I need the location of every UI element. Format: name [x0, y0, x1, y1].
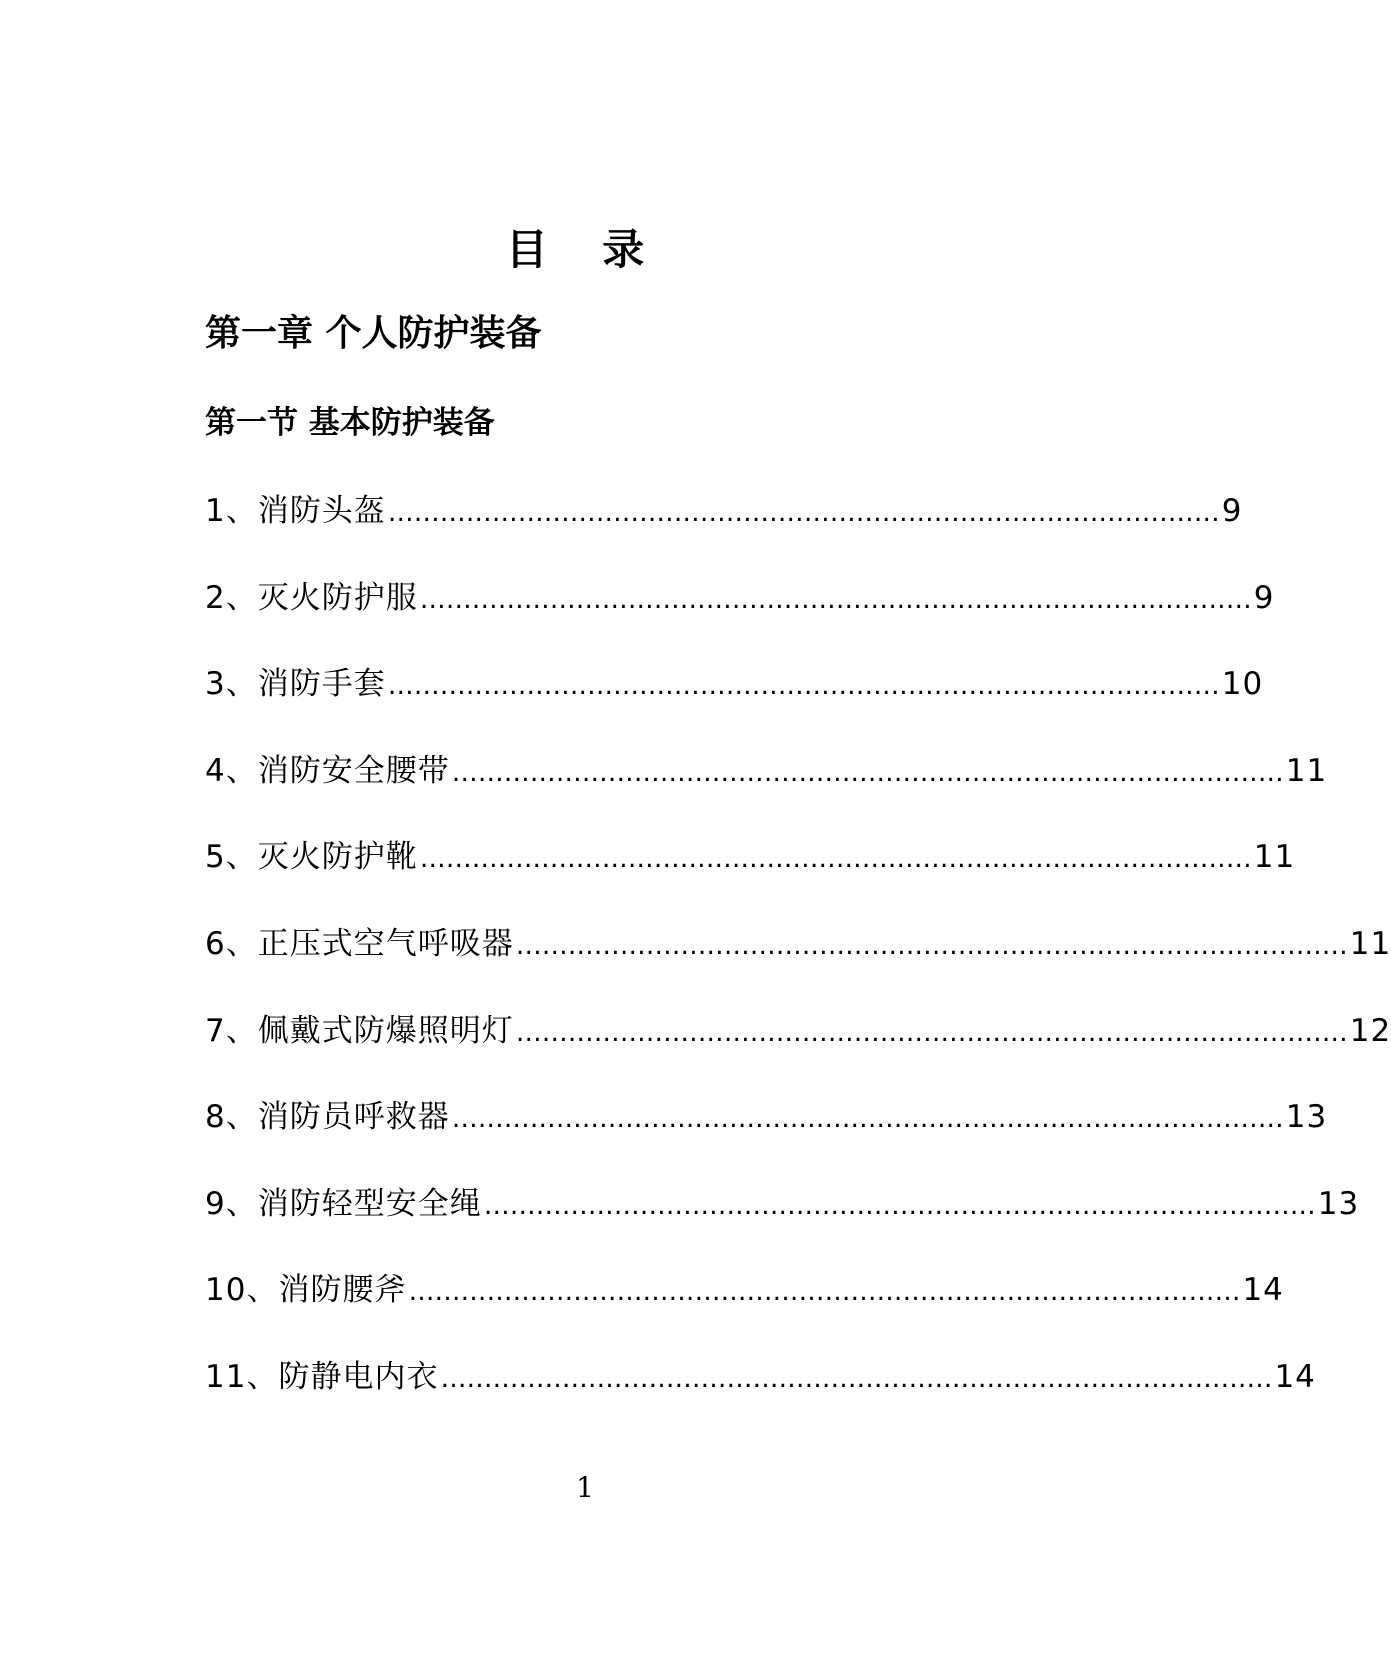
toc-entry-label: 11、防静电内衣: [205, 1358, 439, 1395]
toc-entry-page: 9: [1253, 579, 1275, 616]
toc-entry[interactable]: [205, 488, 1243, 575]
toc-list: [205, 488, 1391, 1441]
chapter-heading: 第一章 个人防护装备: [205, 313, 542, 354]
toc-entry-label: 3、消防手套: [205, 666, 386, 703]
toc-entry-label: 7、佩戴式防爆照明灯: [205, 1012, 514, 1049]
toc-entry-label: 4、消防安全腰带: [205, 752, 450, 789]
toc-entry[interactable]: [205, 1354, 1316, 1441]
toc-entry-page: 13: [1317, 1185, 1360, 1222]
toc-entry-page: 11: [1349, 925, 1391, 962]
toc-entry[interactable]: [205, 661, 1264, 748]
toc-entry-page: 11: [1253, 839, 1296, 876]
toc-entry-page: 12: [1349, 1012, 1391, 1049]
toc-entry-page: 9: [1221, 493, 1243, 529]
toc-entry-label: 9、消防轻型安全绳: [205, 1185, 482, 1222]
toc-entry-label: 10、消防腰斧: [205, 1272, 407, 1309]
dot-leader: ……………………………………………………………………………………: [451, 1104, 1284, 1135]
dot-leader: ……………………………………………………………………………………: [419, 844, 1252, 875]
toc-entry[interactable]: [205, 575, 1275, 662]
dot-leader: ……………………………………………………………………………………: [387, 498, 1220, 528]
toc-entry[interactable]: [205, 1181, 1360, 1268]
toc-title: 目 录: [505, 225, 665, 274]
dot-leader: ……………………………………………………………………………………: [440, 1363, 1273, 1394]
toc-entry[interactable]: [205, 921, 1391, 1008]
dot-leader: ……………………………………………………………………………………: [419, 584, 1252, 615]
toc-entry-page: 11: [1285, 752, 1328, 789]
toc-entry-label: 6、正压式空气呼吸器: [205, 925, 514, 962]
toc-entry[interactable]: [205, 834, 1296, 921]
toc-entry[interactable]: [205, 1267, 1284, 1354]
dot-leader: ……………………………………………………………………………………: [387, 671, 1220, 702]
toc-entry-page: 14: [1242, 1272, 1284, 1309]
dot-leader: ……………………………………………………………………………………: [408, 1277, 1241, 1308]
toc-entry-label: 5、灭火防护靴: [205, 839, 418, 876]
toc-entry-label: 1、消防头盔: [205, 493, 386, 529]
page-number: 1: [576, 1471, 594, 1504]
dot-leader: ……………………………………………………………………………………: [451, 757, 1284, 788]
toc-entry[interactable]: [205, 748, 1328, 835]
toc-entry-label: 2、灭火防护服: [205, 579, 418, 616]
dot-leader: ……………………………………………………………………………………: [515, 1017, 1348, 1048]
dot-leader: ……………………………………………………………………………………: [515, 930, 1348, 961]
toc-entry-page: 10: [1221, 666, 1264, 703]
toc-entry[interactable]: [205, 1094, 1328, 1181]
toc-entry-page: 14: [1274, 1358, 1316, 1395]
dot-leader: ……………………………………………………………………………………: [483, 1190, 1316, 1221]
toc-entry[interactable]: [205, 1008, 1391, 1095]
section-heading: 第一节 基本防护装备: [205, 405, 495, 441]
toc-entry-page: 13: [1285, 1099, 1328, 1136]
toc-entry-label: 8、消防员呼救器: [205, 1099, 450, 1136]
